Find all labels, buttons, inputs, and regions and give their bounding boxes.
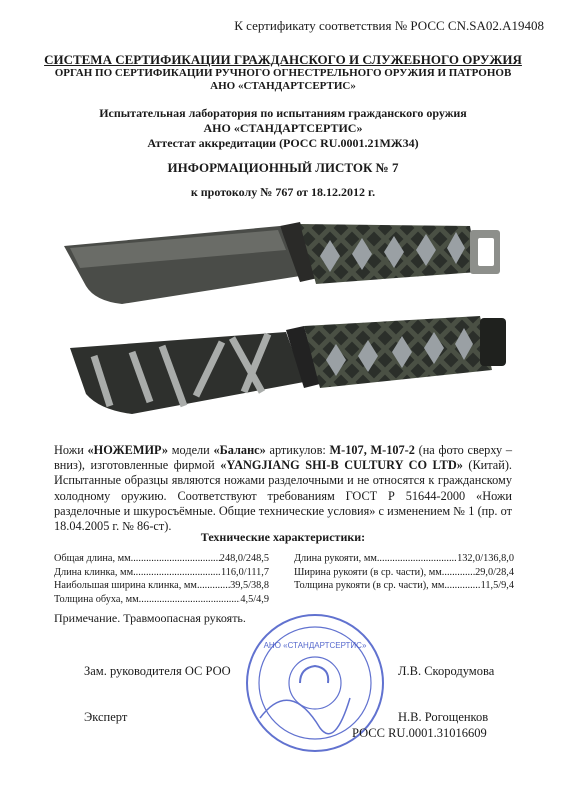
specs-title: Технические характеристики:: [200, 530, 366, 544]
spec-row: Толщина рукояти (в ср. части), мм ..... 11,5/9,4: [294, 579, 514, 593]
stamp-text: АНО «СТАНДАРТСЕРТИС»: [263, 641, 367, 650]
specs-left-column: [54, 552, 269, 606]
knives-photo: [0, 206, 566, 438]
spec-row: Длина клинка, мм ..... 116,0/111,7: [54, 566, 269, 580]
spec-row: Длина рукояти, мм ..... 132,0/136,8,0: [294, 552, 514, 566]
spec-row: Ширина рукояти (в ср. части), мм ..... 29,0/28,4: [294, 566, 514, 580]
signer-registration: РОСС RU.0001.31016609: [352, 726, 487, 740]
signer-name-2: Н.В. Рогощенков: [398, 710, 489, 724]
spec-row: Толщина обуха, мм ..... 4,5/4,9: [54, 593, 269, 607]
organ-title: ОРГАН ПО СЕРТИФИКАЦИИ РУЧНОГО ОГНЕСТРЕЛЬНОГО ОРУЖИЯ И ПАТРОНОВ: [54, 67, 512, 79]
lab-accreditation: Аттестат аккредитации (РОСС RU.0001.21МЖ34): [147, 136, 419, 150]
knife-bottom: [70, 316, 506, 414]
description-paragraph: Ножи «НОЖЕМИР» модели «Баланс» артикулов: М-107, М-107-2 (на фото сверху – вниз), изготовленные фирмой «YANGJIANG SHI-B CULTURY CO LTD» (Китай). Испытанные образцы являются ножами разделочными и не относятся к гражданскому холодному оружию. Соответствуют требованиям ГОСТ Р 51644-2000 «Ножи разделочные и шкуросъёмные. Общие технические условия» с изменением № 1 (пр. от 18.04.2005 г. № 86-ст).: [54, 443, 513, 534]
signer-name-1: Л.В. Скородумова: [398, 664, 495, 678]
lab-name: Испытательная лаборатория по испытаниям гражданского оружия: [99, 106, 467, 120]
spec-row: Общая длина, мм ..... 248,0/248,5: [54, 552, 269, 566]
specs-right-column: [294, 552, 514, 593]
document-title: ИНФОРМАЦИОННЫЙ ЛИСТОК № 7: [167, 160, 399, 175]
ano-title: АНО «СТАНДАРТСЕРТИС»: [210, 80, 356, 92]
note: Примечание. Травмоопасная рукоять.: [54, 611, 246, 625]
knife-top: [64, 222, 500, 304]
protocol-line: к протоколу № 767 от 18.12.2012 г.: [190, 185, 376, 199]
system-title: СИСТЕМА СЕРТИФИКАЦИИ ГРАЖДАНСКОГО И СЛУЖЕБНОГО ОРУЖИЯ: [44, 52, 522, 67]
signer-role-1: Зам. руководителя ОС РОО: [84, 664, 231, 678]
certificate-reference: К сертификату соответствия № РОСС CN.SA02.A19408: [234, 18, 544, 33]
signer-role-2: Эксперт: [84, 710, 128, 724]
spec-row: Наибольшая ширина клинка, мм ..... 39,5/38,8: [54, 579, 269, 593]
lab-org: АНО «СТАНДАРТСЕРТИС»: [203, 121, 363, 135]
